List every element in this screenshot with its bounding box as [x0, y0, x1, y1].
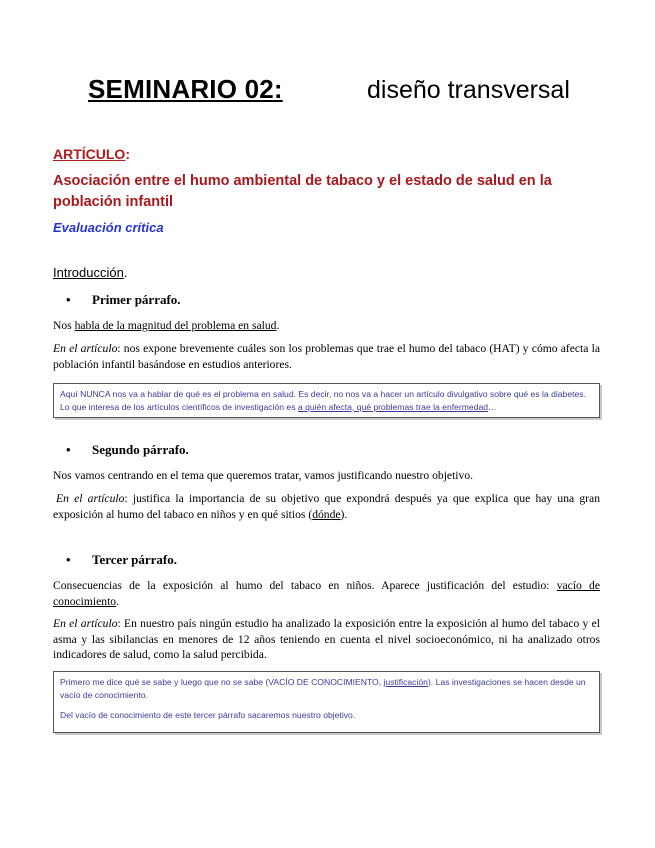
document-title-row [88, 74, 628, 114]
article-label [53, 146, 130, 162]
underlined-text: habla de la magnitud del problema en salud [74, 319, 277, 332]
italic-label: En el artículo [56, 492, 125, 505]
text-span: : nos expone brevemente cuáles son los problemas que trae el humo del tabaco (HAT) y cómo afecta la población infantil basándose en estudios anteriores. [53, 342, 600, 371]
bullet-label: Tercer párrafo. [92, 552, 177, 567]
text-span: Nos [53, 319, 75, 332]
text-span: : En nuestro país ningún estudio ha analizado la exposición entre la exposición al humo del tabaco y el asma y las sibilancias en menores de 12 años teniendo en cuenta el nivel socioeconómico, ni ha analizado otros indicadores de salud, como la salud percibida. [53, 617, 600, 661]
p1-summary [53, 318, 600, 334]
text-span: : justifica la importancia de su objetivo que expondrá después ya que explica que hay una gran exposición al humo del tabaco en niños y en qué sitios ( [53, 492, 600, 521]
text-span: Consecuencias de la exposición al humo del tabaco en niños. Aparece justificación del estudio: [53, 579, 557, 592]
p2-summary: Nos vamos centrando en el tema que queremos tratar, vamos justificando nuestro objetivo. [53, 469, 474, 482]
note-text: ). Las investigaciones se hacen desde un vacío de conocimiento. [60, 677, 586, 700]
italic-label: En el artículo [53, 342, 118, 355]
section-heading-dot: . [123, 265, 128, 280]
bullet-third-paragraph [66, 552, 177, 568]
bullet-label: Primer párrafo. [92, 292, 181, 307]
text-span: . [116, 594, 120, 608]
bullet-icon: • [66, 442, 71, 457]
note-underlined: a quién afecta, qué problemas trae la enfermedad [297, 401, 489, 412]
bullet-label: Segundo párrafo. [92, 442, 189, 457]
seminar-title-colon: : [273, 74, 283, 104]
note-line [60, 676, 593, 701]
article-title: Asociación entre el humo ambiental de tabaco y el estado de salud en la población infantil [53, 173, 552, 210]
note-line: Del vacío de conocimiento de este tercer párrafo sacaremos nuestro objetivo. [60, 710, 356, 720]
bullet-first-paragraph [66, 292, 181, 308]
note-box-2 [53, 671, 600, 733]
p2-article-text [53, 491, 600, 522]
bullet-icon: • [66, 552, 71, 567]
note-text: Primero me dice qué se sabe y luego que no se sabe (VACÍO DE CONOCIMIENTO, [60, 677, 384, 687]
note-text: … [488, 401, 497, 412]
bullet-icon: • [66, 292, 71, 307]
article-label-text: ARTÍCULO [53, 146, 126, 162]
note-box-1 [53, 383, 600, 418]
underlined-text: vacío de conocimiento [53, 579, 600, 608]
seminar-title-text: SEMINARIO 02 [88, 74, 274, 104]
note-underlined: justificación [383, 677, 428, 687]
section-heading-text: Introducción [53, 265, 124, 280]
evaluation-heading: Evaluación crítica [53, 220, 164, 235]
underlined-text: dónde [312, 507, 341, 521]
note-text: Aquí NUNCA nos va a hablar de qué es el problema en salud. Es decir, no nos va a hacer un artículo divulgativo sobre qué es la diabetes. Lo que interesa de los artículos científicos de investigación es [60, 389, 586, 412]
bullet-second-paragraph [66, 442, 189, 458]
italic-label: En el artículo [53, 617, 118, 630]
text-span: . [276, 319, 280, 332]
p3-article-text [53, 616, 600, 663]
article-label-colon: : [125, 146, 130, 162]
seminar-subtitle: diseño transversal [367, 76, 570, 104]
p3-summary [53, 578, 600, 609]
seminar-title [88, 74, 283, 105]
p1-article-text [53, 341, 600, 372]
text-span: ). [340, 507, 348, 521]
section-heading [53, 265, 127, 280]
